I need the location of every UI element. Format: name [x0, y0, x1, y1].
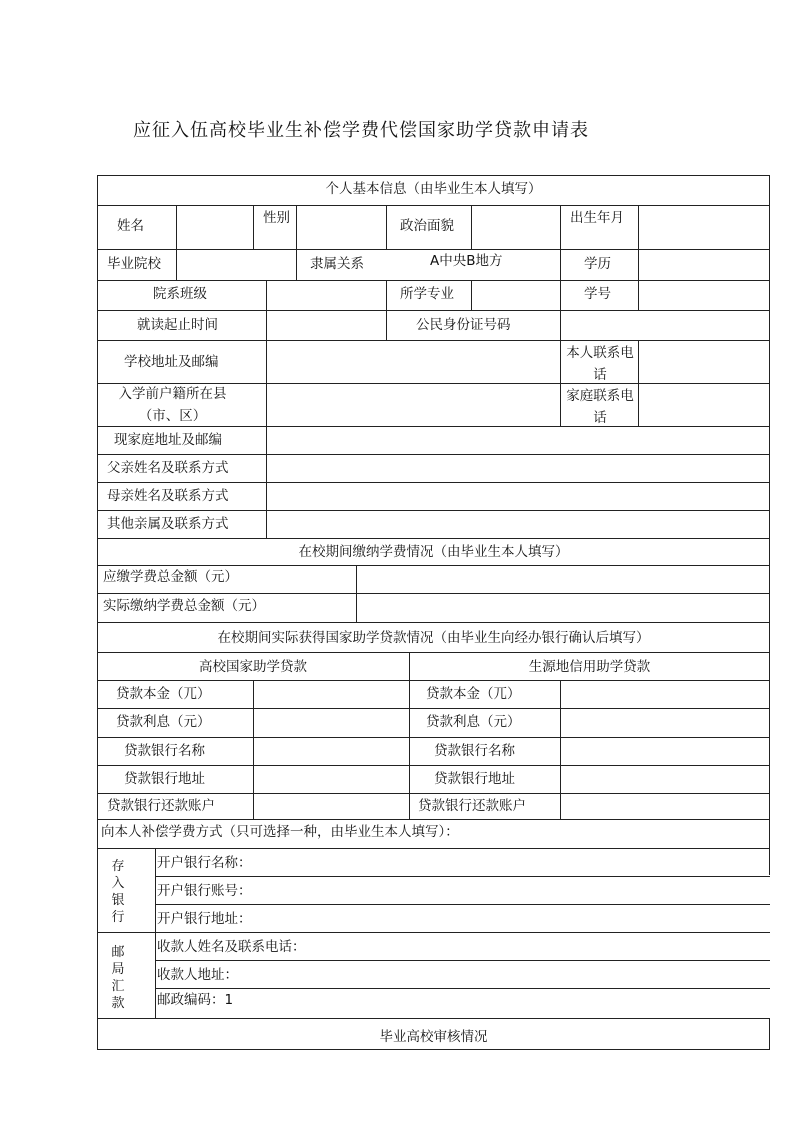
label-postal-remittance-method: 邮局汇款 — [111, 945, 125, 1011]
col-line — [471, 205, 472, 249]
row-line — [97, 708, 770, 709]
row-line — [97, 680, 770, 681]
header-origin-loan: 生源地信用助学贷款 — [528, 659, 651, 675]
row-line — [155, 960, 770, 961]
label-father-contact: 父亲姓名及联系方式 — [107, 460, 229, 476]
label-postal-code: 邮政编码：1 — [157, 992, 234, 1008]
col-line — [253, 205, 254, 249]
row-line — [97, 765, 770, 766]
header-campus-loan: 高校国家助学贷款 — [199, 659, 307, 675]
label-payee-address: 收款人地址： — [157, 967, 238, 983]
col-line — [296, 249, 297, 280]
label-origin-principal: 贷款本金（兀） — [426, 686, 521, 702]
table-left-border — [97, 875, 98, 1020]
label-graduate-school: 毕业院校 — [107, 256, 161, 272]
col-line — [266, 310, 267, 340]
row-line — [97, 482, 770, 483]
label-deposit-bank-name: 开户银行名称： — [157, 855, 252, 871]
col-line — [386, 205, 387, 249]
form-title: 应征入伍高校毕业生补偿学费代偿国家助学贷款申请表 — [133, 120, 589, 141]
col-line — [560, 280, 561, 310]
row-line — [97, 932, 770, 933]
col-line — [560, 680, 561, 819]
label-deposit-bank-method: 存入银行 — [111, 859, 125, 925]
row-line — [97, 310, 770, 311]
row-line — [97, 793, 770, 794]
col-line — [560, 205, 561, 249]
label-campus-bank-address: 贷款银行地址 — [124, 771, 205, 787]
col-line — [638, 280, 639, 310]
label-student-id: 学号 — [584, 286, 611, 302]
label-other-relatives: 其他亲属及联系方式 — [107, 516, 229, 532]
row-line — [155, 876, 770, 877]
label-home-address: 现家庭地址及邮编 — [114, 432, 222, 448]
section-header-personal: 个人基本信息（由毕业生本人填写） — [325, 181, 542, 197]
col-line — [638, 205, 639, 249]
label-tuition-due: 应缴学费总金额（元） — [103, 569, 238, 585]
label-department-class: 院系班级 — [153, 286, 207, 302]
col-line — [356, 565, 357, 622]
row-line — [97, 652, 770, 653]
row-line — [97, 280, 770, 281]
col-line — [296, 205, 297, 249]
row-line — [97, 848, 770, 849]
label-name: 姓名 — [117, 218, 144, 234]
col-line — [266, 340, 267, 538]
label-origin-repay-account: 贷款银行还款账户 — [418, 798, 526, 814]
col-line — [471, 280, 472, 310]
col-line — [386, 310, 387, 340]
row-line — [97, 538, 770, 539]
row-line — [97, 175, 770, 176]
affiliation-options: A中央B地方 — [430, 253, 503, 269]
row-line — [97, 340, 770, 341]
label-campus-interest: 贷款利息（元） — [116, 714, 211, 730]
label-deposit-account: 开户银行账号： — [157, 883, 252, 899]
label-payee-name-phone: 收款人姓名及联系电话： — [157, 939, 306, 955]
row-line — [97, 737, 770, 738]
col-line — [560, 249, 561, 280]
label-school-address: 学校地址及邮编 — [124, 354, 219, 370]
row-line — [97, 622, 770, 623]
col-line — [155, 848, 156, 1018]
row-line — [155, 904, 770, 905]
col-line — [638, 249, 639, 280]
row-line — [97, 510, 770, 511]
col-line — [176, 249, 177, 280]
section-header-review: 毕业高校审核情况 — [379, 1029, 488, 1045]
label-origin-bank-name: 贷款银行名称 — [434, 743, 515, 759]
label-origin-interest: 贷款利息（元） — [426, 714, 521, 730]
row-line — [155, 988, 770, 989]
col-line — [253, 680, 254, 819]
row-line — [97, 593, 770, 594]
row-line — [97, 1049, 770, 1050]
label-birth-date: 出生年月 — [570, 210, 624, 226]
col-line — [266, 280, 267, 310]
label-campus-repay-account: 贷款银行还款账户 — [107, 798, 215, 814]
label-study-period: 就读起止时间 — [137, 317, 218, 333]
row-line — [97, 205, 770, 206]
label-degree: 学历 — [584, 256, 611, 272]
label-affiliation: 隶属关系 — [310, 256, 364, 272]
label-personal-phone: 本人联系电话 — [566, 345, 634, 383]
col-line — [386, 280, 387, 310]
label-campus-bank-name: 贷款银行名称 — [124, 743, 205, 759]
label-mother-contact: 母亲姓名及联系方式 — [107, 488, 229, 504]
label-origin-bank-address: 贷款银行地址 — [434, 771, 515, 787]
row-line — [97, 565, 770, 566]
row-line — [97, 1018, 770, 1019]
row-line — [97, 249, 770, 250]
label-major: 所学专业 — [400, 286, 454, 302]
col-line — [560, 310, 561, 340]
section-header-tuition: 在校期间缴纳学费情况（由毕业生本人填写） — [298, 544, 569, 560]
section-header-loan: 在校期间实际获得国家助学贷款情况（由毕业生向经办银行确认后填写） — [217, 630, 650, 646]
label-campus-principal: 贷款本金（兀） — [116, 686, 211, 702]
label-home-phone: 家庭联系电话 — [566, 388, 634, 426]
label-political-status: 政治面貌 — [400, 218, 454, 234]
label-deposit-address: 开户银行地址： — [157, 911, 252, 927]
label-hukou-county: 入学前户籍所在县（市、区） — [118, 386, 227, 424]
label-gender: 性别 — [263, 210, 290, 226]
section-header-compensation: 向本人补偿学费方式（只可选择一种，由毕业生本人填写）： — [101, 824, 459, 840]
label-tuition-paid: 实际缴纳学费总金额（元） — [103, 598, 265, 614]
col-line — [176, 205, 177, 249]
row-line — [97, 819, 770, 820]
row-line — [97, 454, 770, 455]
col-line — [409, 652, 410, 819]
label-id-number: 公民身份证号码 — [416, 317, 511, 333]
